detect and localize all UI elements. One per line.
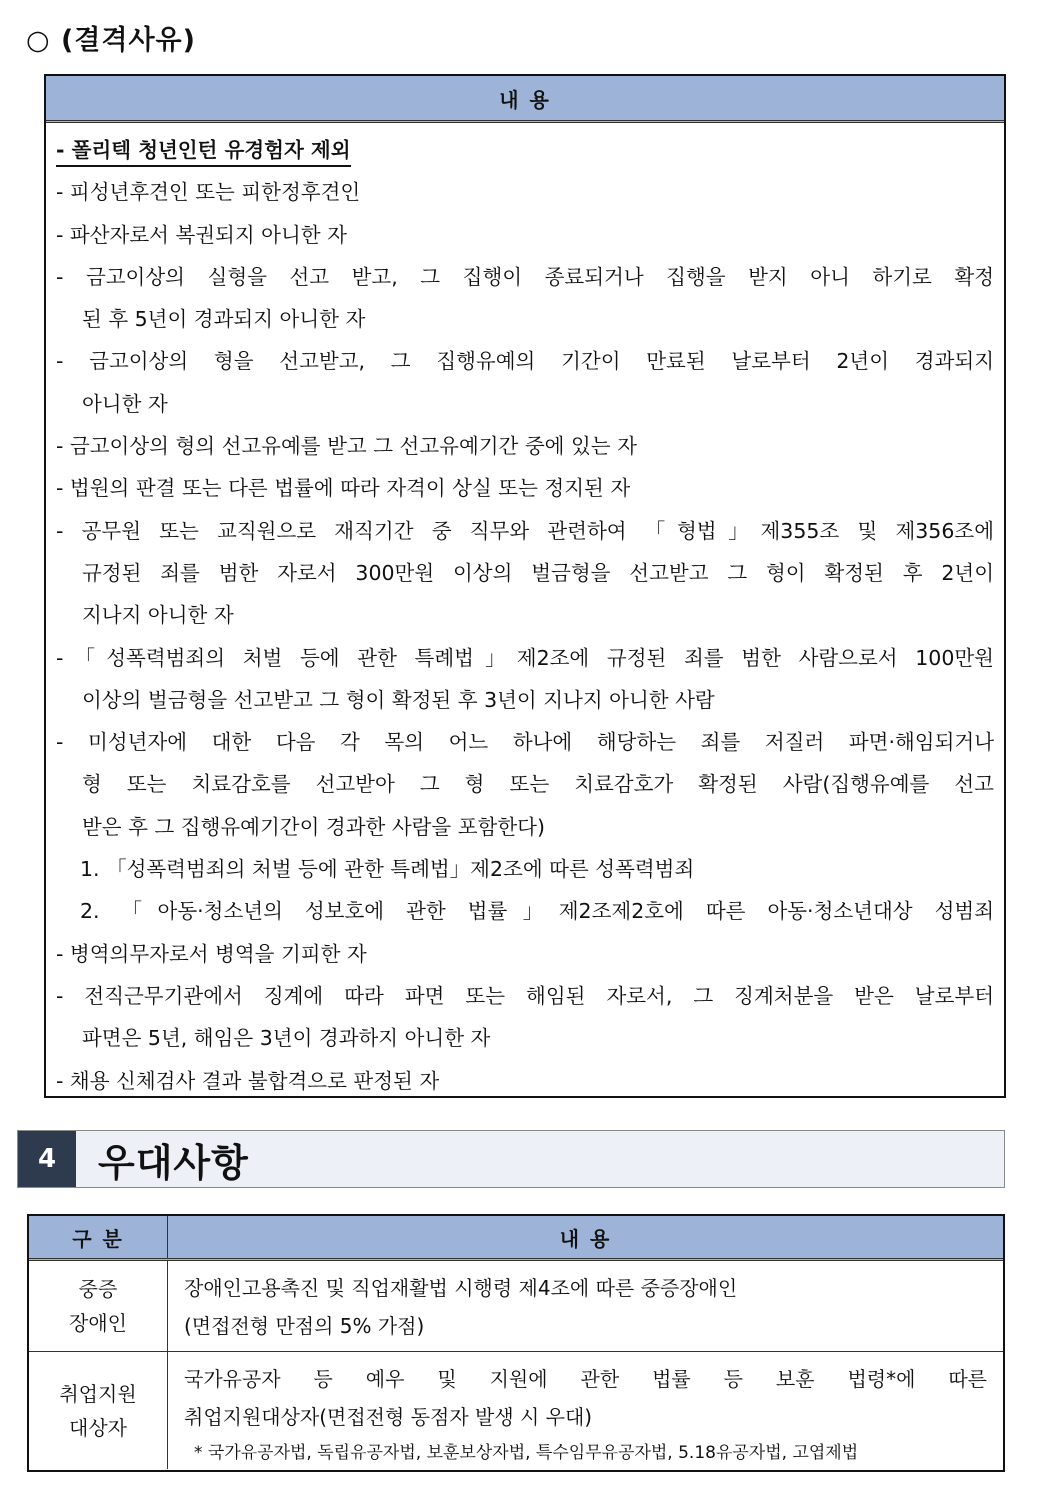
table-row [29,1352,1003,1469]
disqualification-table [44,74,1006,1098]
list-item: - 전직근무기관에서 징계에 따라 파면 또는 해임된 자로서, 그 징계처분을 받은 날로부터 [56,983,994,1008]
list-item: 형 또는 치료감호를 선고받아 그 형 또는 치료감호가 확정된 사람(집행유예를 선고 [82,772,994,797]
preference-table [27,1214,1005,1472]
list-item: - 금고이상의 형을 선고받고, 그 집행유예의 기간이 만료된 날로부터 2년이 경과되지 [56,349,994,374]
row-content: 국가유공자 등 예우 및 지원에 관한 법률 등 보훈 법령*에 따른 취업지원대상자(면접전형 동점자 발생 시 우대) * 국가유공자법, 독립유공자법, 보훈보상자법, 특수임무유공자법, 5.18유공자법, 고엽제법 [168,1352,1003,1469]
list-item: - 미성년자에 대한 다음 각 목의 어느 하나에 해당하는 죄를 저질러 파면·해임되거나 [56,730,994,755]
list-item: - 폴리텍 청년인턴 유경험자 제외 [56,129,994,171]
row-content: 장애인고용촉진 및 직업재활법 시행령 제4조에 따른 중증장애인 (면접전형 만점의 5% 가점) [184,1276,738,1338]
list-item: 파면은 5년, 해임은 3년이 경과하지 아니한 자 [82,1026,491,1051]
list-item: - 금고이상의 형의 선고유예를 받고 그 선고유예기간 중에 있는 자 [56,434,637,459]
row-label: 취업지원 대상자 [29,1352,168,1469]
list-item: -「성폭력범죄의 처벌 등에 관한 특례법」제2조에 규정된 죄를 범한 사람으로서 100만원 [56,645,994,670]
table-body [46,123,1004,1102]
list-item: - 금고이상의 실형을 선고 받고, 그 집행이 종료되거나 집행을 받지 아니 하기로 확정 [56,264,994,289]
list-item: - 공무원 또는 교직원으로 재직기간 중 직무와 관련하여 「형법」제355조 및 제356조에 [56,518,994,543]
section-title-bar [17,1130,1005,1188]
list-item: - 피성년후견인 또는 피한정후견인 [56,180,361,205]
header-content: 내 용 [559,1226,612,1251]
list-item: 이상의 벌금형을 선고받고 그 형이 확정된 후 3년이 지나지 아니한 사람 [82,687,715,712]
list-item: 1. 「성폭력범죄의 처벌 등에 관한 특례법」제2조에 따른 성폭력범죄 [80,857,695,882]
list-item: 된 후 5년이 경과되지 아니한 자 [82,307,366,332]
header-category: 구 분 [29,1216,168,1258]
list-item: - 채용 신체검사 결과 불합격으로 판정된 자 [56,1068,440,1093]
footnote: * 국가유공자법, 독립유공자법, 보훈보상자법, 특수임무유공자법, 5.18유공자법, 고엽제법 [194,1443,859,1463]
list-item: 아니한 자 [82,391,168,416]
table-header: 내 용 [46,76,1004,123]
row-label: 중증 장애인 [29,1261,168,1351]
list-item: 2. 「아동·청소년의 성보호에 관한 법률」제2조제2호에 따른 아동·청소년대상 성범죄 [80,899,994,924]
section-title: 우대사항 [98,1140,249,1185]
list-item: 받은 후 그 집행유예기간이 경과한 사람을 포함한다) [82,814,545,839]
list-item: 지나지 아니한 자 [82,603,234,628]
section-number: 4 [18,1131,76,1187]
section-heading: ○ (결격사유) [26,25,196,56]
table-row [29,1261,1003,1352]
list-item: - 법원의 판결 또는 다른 법률에 따라 자격이 상실 또는 정지된 자 [56,476,631,501]
list-item: 규정된 죄를 범한 자로서 300만원 이상의 벌금형을 선고받고 그 형이 확정된 후 2년이 [82,560,994,585]
list-item: - 병역의무자로서 병역을 기피한 자 [56,941,367,966]
table-header [29,1216,1003,1261]
list-item: - 파산자로서 복권되지 아니한 자 [56,222,347,247]
